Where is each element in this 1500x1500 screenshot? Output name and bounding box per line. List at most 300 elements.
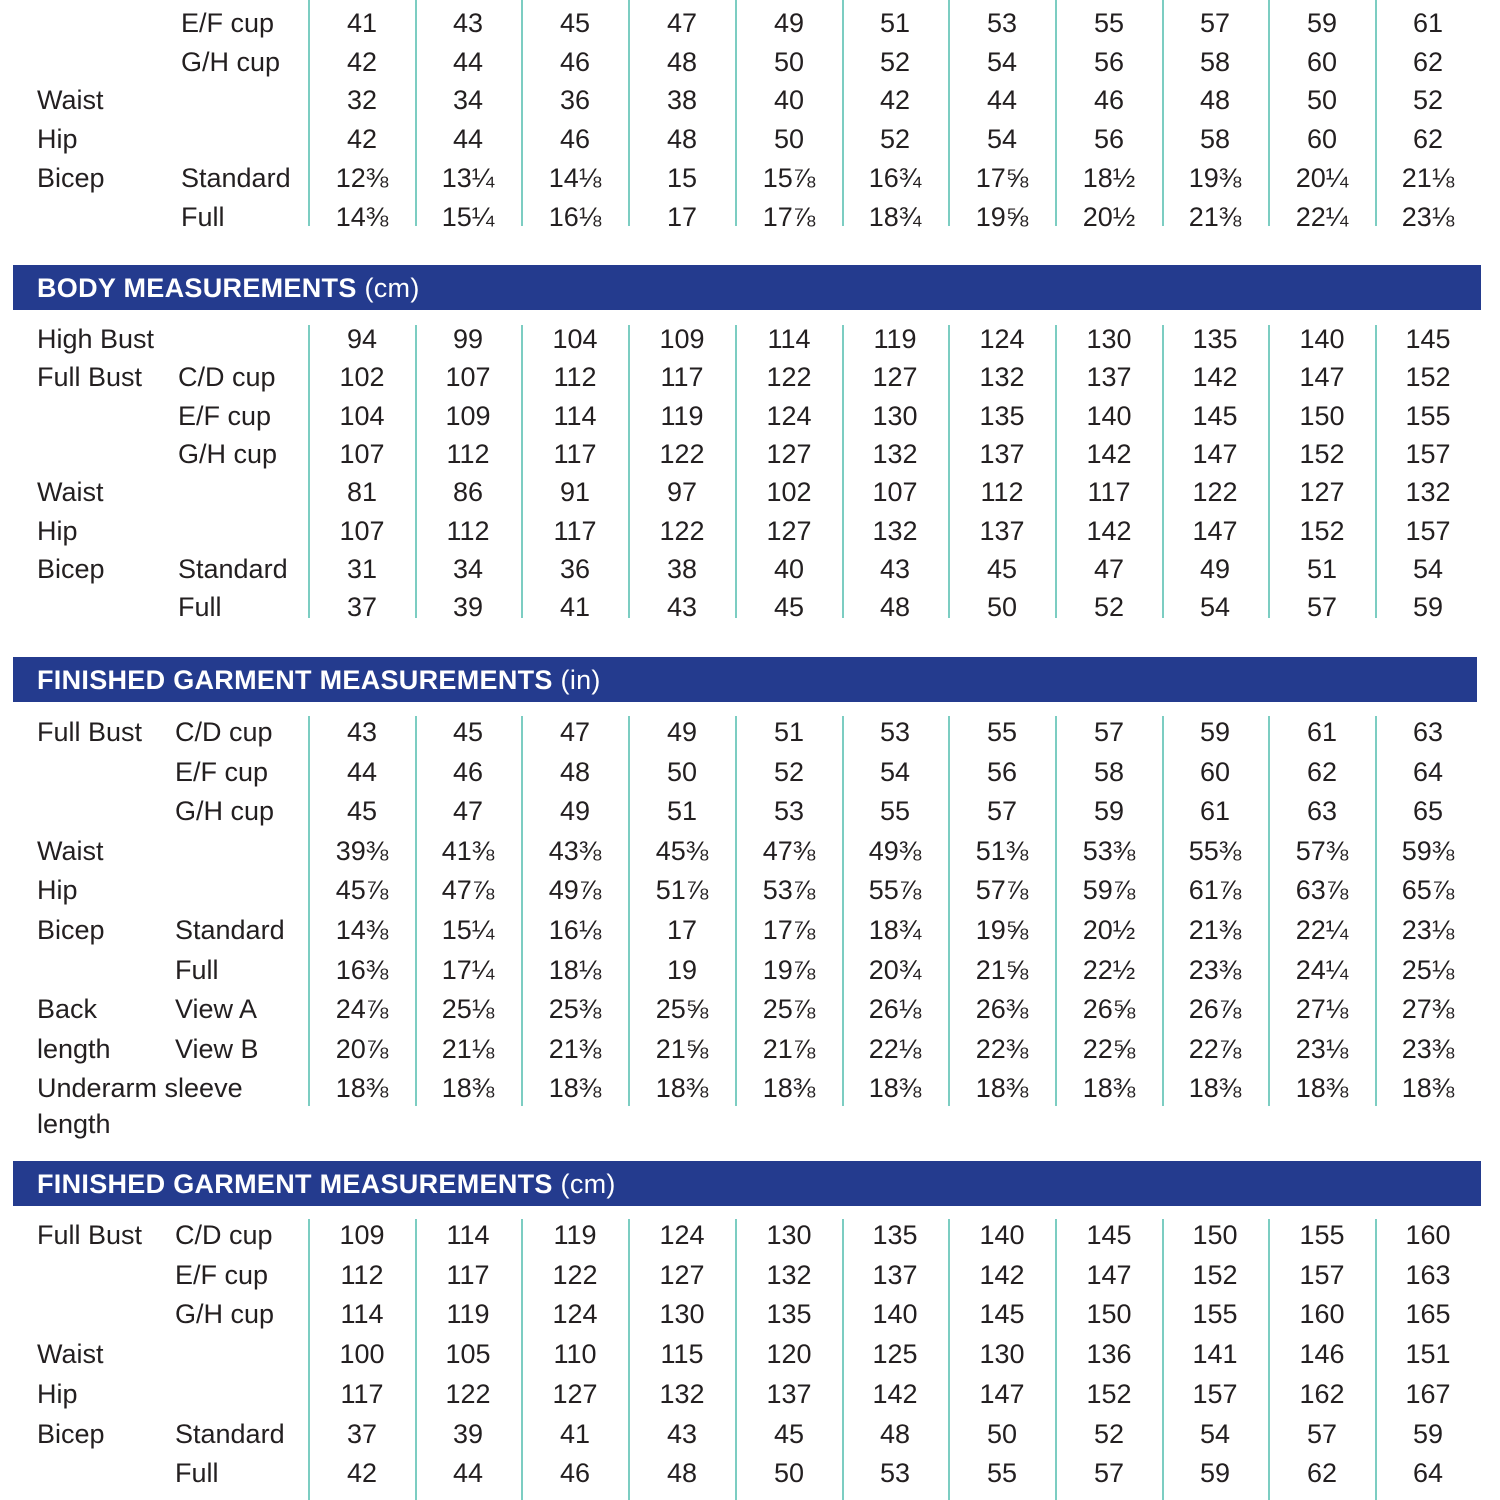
size-value: 39 (452, 1418, 484, 1449)
size-value: 122 (445, 1378, 491, 1409)
size-value: 114 (446, 1220, 490, 1250)
size-value: 54 (1199, 1418, 1231, 1449)
section-title-text: BODY MEASUREMENTS (37, 273, 357, 303)
size-value: 22¼ (1295, 201, 1349, 232)
size-value: 23⅛ (1295, 1033, 1349, 1064)
size-value: 22⅞ (1188, 1033, 1242, 1064)
size-value: 45 (559, 8, 591, 38)
row-sublabel: Standard (175, 915, 285, 945)
size-value: 18½ (1082, 162, 1136, 193)
column-divider (842, 325, 844, 618)
size-value: 142 (1086, 438, 1132, 469)
size-value: 39⅜ (335, 835, 389, 866)
size-value: 57⅜ (1295, 835, 1349, 866)
size-value: 48 (666, 1458, 698, 1489)
size-value: 122 (659, 515, 705, 546)
column-divider (415, 0, 417, 226)
row-sublabel: Standard (175, 1418, 285, 1449)
row-label: Underarm sleeve (37, 1073, 243, 1104)
section-title (37, 1169, 616, 1200)
size-value: 18⅜ (655, 1073, 709, 1104)
row-label-continued: length (37, 1109, 111, 1140)
size-value: 27⅜ (1401, 994, 1455, 1025)
size-value: 45⅜ (655, 835, 709, 866)
size-value: 163 (1405, 1259, 1451, 1290)
column-divider (308, 325, 310, 618)
size-value: 117 (553, 438, 597, 469)
column-divider (308, 1219, 310, 1500)
size-value: 41⅜ (441, 835, 495, 866)
size-value: 48 (666, 46, 698, 77)
size-value: 117 (446, 1259, 490, 1290)
size-value: 59 (1199, 1458, 1231, 1489)
size-value: 25⅛ (441, 994, 495, 1025)
size-value: 135 (872, 1220, 918, 1250)
size-value: 55 (1093, 8, 1125, 38)
size-value: 20⅞ (335, 1033, 389, 1064)
size-value: 157 (1405, 438, 1451, 469)
size-value: 140 (1086, 400, 1132, 431)
size-value: 147 (979, 1378, 1025, 1409)
size-value: 20¾ (868, 954, 922, 985)
size-value: 59⅞ (1082, 875, 1136, 906)
size-value: 152 (1405, 362, 1451, 393)
size-value: 94 (346, 324, 378, 354)
size-value: 137 (1086, 362, 1132, 393)
size-value: 142 (872, 1378, 918, 1409)
size-value: 21⅝ (655, 1033, 709, 1064)
size-value: 21⅛ (1401, 162, 1455, 193)
size-value: 135 (1192, 324, 1238, 354)
size-value: 107 (339, 438, 385, 469)
column-divider (948, 325, 950, 618)
size-value: 132 (872, 438, 918, 469)
size-value: 57 (1306, 592, 1338, 623)
size-value: 145 (1192, 400, 1238, 431)
size-value: 18⅜ (762, 1073, 816, 1104)
column-divider (1162, 716, 1164, 1106)
size-value: 42 (879, 85, 911, 116)
row-label: High Bust (37, 324, 155, 354)
column-divider (415, 1219, 417, 1500)
row-label: Back (37, 994, 98, 1025)
row-sublabel: G/H cup (181, 46, 281, 77)
size-value: 54 (986, 46, 1018, 77)
size-value: 86 (452, 477, 484, 508)
size-value: 40 (773, 85, 805, 116)
size-value: 22⅛ (868, 1033, 922, 1064)
row-sublabel: C/D cup (175, 1220, 273, 1250)
size-value: 102 (766, 477, 812, 508)
size-value: 50 (773, 124, 805, 155)
size-value: 22¼ (1295, 915, 1349, 945)
size-value: 152 (1299, 438, 1345, 469)
size-value: 120 (766, 1339, 812, 1370)
size-value: 124 (766, 400, 812, 431)
size-value: 46 (559, 1458, 591, 1489)
size-value: 162 (1299, 1378, 1345, 1409)
size-value: 19⅜ (1188, 162, 1242, 193)
row-sublabel: Full (181, 201, 225, 232)
size-value: 110 (553, 1339, 597, 1370)
size-value: 24¼ (1295, 954, 1349, 985)
row-label: Full Bust (37, 1220, 143, 1250)
size-value: 122 (552, 1259, 598, 1290)
column-divider (628, 0, 630, 226)
size-value: 21⅜ (548, 1033, 602, 1064)
size-value: 124 (659, 1220, 705, 1250)
size-value: 22⅝ (1082, 1033, 1136, 1064)
column-divider (628, 1219, 630, 1500)
size-value: 25⅛ (1401, 954, 1455, 985)
size-value: 145 (1086, 1220, 1132, 1250)
size-value: 49 (666, 717, 698, 747)
size-value: 63⅞ (1295, 875, 1349, 906)
size-value: 60 (1199, 756, 1231, 787)
size-value: 150 (1299, 400, 1345, 431)
size-value: 140 (872, 1299, 918, 1330)
size-value: 18⅜ (868, 1073, 922, 1104)
size-value: 109 (339, 1220, 385, 1250)
size-value: 26⅝ (1082, 994, 1136, 1025)
row-sublabel: Full (175, 954, 219, 985)
size-value: 44 (452, 46, 484, 77)
size-value: 48 (879, 592, 911, 623)
size-value: 16⅛ (548, 201, 602, 232)
size-value: 25⅝ (655, 994, 709, 1025)
column-divider (735, 716, 737, 1106)
size-value: 22⅜ (975, 1033, 1029, 1064)
size-value: 53⅞ (762, 875, 816, 906)
column-divider (1268, 716, 1270, 1106)
size-value: 150 (1192, 1220, 1238, 1250)
size-value: 99 (452, 324, 484, 354)
size-value: 49 (559, 796, 591, 827)
size-value: 21⅜ (1188, 201, 1242, 232)
size-value: 130 (659, 1299, 705, 1330)
size-value: 54 (879, 756, 911, 787)
size-value: 24⅞ (335, 994, 389, 1025)
column-divider (1055, 1219, 1057, 1500)
column-divider (628, 325, 630, 618)
size-value: 48 (879, 1418, 911, 1449)
size-value: 107 (339, 515, 385, 546)
column-divider (1162, 0, 1164, 226)
size-value: 45⅞ (335, 875, 389, 906)
size-value: 18¾ (868, 201, 922, 232)
size-value: 38 (666, 85, 698, 116)
row-label: Waist (37, 835, 104, 866)
size-value: 49⅜ (868, 835, 922, 866)
size-value: 62 (1306, 756, 1338, 787)
size-value: 145 (979, 1299, 1025, 1330)
size-value: 48 (1199, 85, 1231, 116)
row-label: Bicep (37, 915, 105, 945)
size-value: 46 (1093, 85, 1125, 116)
size-value: 167 (1405, 1378, 1451, 1409)
size-value: 61 (1306, 717, 1338, 747)
size-value: 147 (1086, 1259, 1132, 1290)
column-divider (521, 0, 523, 226)
size-value: 39 (452, 592, 484, 623)
row-label: Hip (37, 1378, 78, 1409)
size-value: 58 (1199, 46, 1231, 77)
size-value: 48 (666, 124, 698, 155)
size-value: 52 (773, 756, 805, 787)
size-value: 20¼ (1295, 162, 1349, 193)
row-label: Bicep (37, 553, 105, 584)
size-value: 135 (766, 1299, 812, 1330)
size-value: 53 (773, 796, 805, 827)
column-divider (1268, 325, 1270, 618)
size-value: 117 (660, 362, 704, 393)
row-label: Full Bust (37, 717, 143, 747)
size-value: 42 (346, 1458, 378, 1489)
size-value: 43 (346, 717, 378, 747)
row-label: Waist (37, 85, 104, 116)
size-value: 21⅝ (975, 954, 1029, 985)
size-value: 97 (666, 477, 698, 508)
size-value: 45 (773, 1418, 805, 1449)
size-value: 59 (1412, 592, 1444, 623)
size-value: 41 (346, 8, 378, 38)
size-value: 17⅝ (975, 162, 1029, 193)
row-sublabel: Standard (181, 162, 291, 193)
row-sublabel: E/F cup (178, 400, 272, 431)
column-divider (735, 325, 737, 618)
size-value: 53⅜ (1082, 835, 1136, 866)
size-value: 23⅛ (1401, 201, 1455, 232)
size-value: 51 (879, 8, 911, 38)
size-value: 17 (666, 915, 698, 945)
size-value: 20½ (1082, 201, 1136, 232)
size-value: 26⅞ (1188, 994, 1242, 1025)
size-value: 53 (879, 1458, 911, 1489)
size-value: 19⅞ (762, 954, 816, 985)
column-divider (1162, 325, 1164, 618)
size-value: 43 (666, 592, 698, 623)
size-value: 57 (1093, 717, 1125, 747)
size-value: 47 (452, 796, 484, 827)
size-value: 13¼ (441, 162, 495, 193)
size-value: 150 (1086, 1299, 1132, 1330)
row-sublabel: E/F cup (181, 8, 275, 38)
size-value: 105 (445, 1339, 491, 1370)
size-value: 25⅞ (762, 994, 816, 1025)
size-value: 50 (666, 756, 698, 787)
size-value: 16⅛ (548, 915, 602, 945)
row-sublabel: G/H cup (175, 796, 275, 827)
size-value: 100 (339, 1339, 385, 1370)
size-value: 132 (979, 362, 1025, 393)
size-value: 117 (1087, 477, 1131, 508)
row-label: Bicep (37, 1418, 105, 1449)
size-value: 132 (659, 1378, 705, 1409)
size-value: 45 (452, 717, 484, 747)
size-value: 112 (446, 438, 490, 469)
size-value: 57 (1306, 1418, 1338, 1449)
size-value: 112 (340, 1259, 384, 1290)
size-value: 49 (773, 8, 805, 38)
column-divider (628, 716, 630, 1106)
size-value: 56 (1093, 124, 1125, 155)
size-value: 15¼ (441, 915, 495, 945)
size-value: 57⅞ (975, 875, 1029, 906)
size-value: 65 (1412, 796, 1444, 827)
size-value: 54 (1412, 553, 1444, 584)
size-value: 52 (1093, 1418, 1125, 1449)
size-value: 127 (552, 1378, 598, 1409)
size-value: 57 (986, 796, 1018, 827)
size-value: 44 (452, 1458, 484, 1489)
size-value: 61 (1412, 8, 1444, 38)
size-value: 142 (1086, 515, 1132, 546)
size-value: 52 (879, 124, 911, 155)
size-value: 52 (1093, 592, 1125, 623)
size-value: 46 (452, 756, 484, 787)
size-value: 152 (1299, 515, 1345, 546)
size-value: 104 (552, 324, 598, 354)
size-value: 109 (659, 324, 705, 354)
size-value: 55⅜ (1188, 835, 1242, 866)
size-value: 147 (1192, 515, 1238, 546)
size-value: 145 (1405, 324, 1451, 354)
size-value: 14⅜ (335, 915, 389, 945)
size-value: 18⅜ (975, 1073, 1029, 1104)
size-value: 18⅜ (548, 1073, 602, 1104)
size-value: 44 (452, 124, 484, 155)
row-sublabel: E/F cup (175, 1259, 269, 1290)
size-value: 46 (559, 124, 591, 155)
size-value: 64 (1412, 1458, 1444, 1489)
section-title (37, 273, 420, 304)
size-value: 124 (552, 1299, 598, 1330)
size-value: 152 (1192, 1259, 1238, 1290)
size-value: 157 (1405, 515, 1451, 546)
size-value: 141 (1192, 1339, 1238, 1370)
section-unit: (cm) (560, 1169, 616, 1199)
size-value: 119 (446, 1299, 490, 1330)
size-value: 152 (1086, 1378, 1132, 1409)
size-value: 63 (1306, 796, 1338, 827)
column-divider (948, 1219, 950, 1500)
size-value: 56 (1093, 46, 1125, 77)
size-value: 132 (872, 515, 918, 546)
size-value: 130 (872, 400, 918, 431)
size-value: 47 (559, 717, 591, 747)
size-value: 44 (346, 756, 378, 787)
size-value: 43 (666, 1418, 698, 1449)
size-value: 147 (1192, 438, 1238, 469)
size-value: 61 (1199, 796, 1231, 827)
row-sublabel: View B (175, 1033, 259, 1064)
size-value: 127 (766, 438, 812, 469)
size-value: 130 (766, 1220, 812, 1250)
size-value: 137 (872, 1259, 918, 1290)
size-value: 127 (659, 1259, 705, 1290)
size-value: 47 (1093, 553, 1125, 584)
row-label: Hip (37, 515, 78, 546)
size-value: 41 (559, 592, 591, 623)
size-value: 45 (773, 592, 805, 623)
size-value: 50 (1306, 85, 1338, 116)
size-value: 112 (980, 477, 1024, 508)
column-divider (842, 0, 844, 226)
size-value: 27⅛ (1295, 994, 1349, 1025)
size-value: 18⅜ (335, 1073, 389, 1104)
size-value: 65⅞ (1401, 875, 1455, 906)
row-sublabel: C/D cup (178, 362, 276, 393)
size-value: 48 (559, 756, 591, 787)
size-value: 59 (1093, 796, 1125, 827)
size-value: 14⅜ (335, 201, 389, 232)
size-value: 36 (559, 85, 591, 116)
size-value: 12⅜ (335, 162, 389, 193)
size-value: 107 (872, 477, 918, 508)
size-value: 15¼ (441, 201, 495, 232)
column-divider (521, 1219, 523, 1500)
size-value: 140 (1299, 324, 1345, 354)
size-value: 51 (1306, 553, 1338, 584)
column-divider (1162, 1219, 1164, 1500)
size-value: 50 (986, 592, 1018, 623)
size-value: 18⅜ (441, 1073, 495, 1104)
size-value: 165 (1405, 1299, 1451, 1330)
size-value: 42 (346, 124, 378, 155)
size-value: 18⅜ (1082, 1073, 1136, 1104)
size-value: 18⅜ (1295, 1073, 1349, 1104)
size-value: 53 (879, 717, 911, 747)
size-value: 62 (1412, 124, 1444, 155)
size-value: 142 (979, 1259, 1025, 1290)
size-value: 109 (445, 400, 491, 431)
column-divider (415, 325, 417, 618)
size-value: 19 (666, 954, 698, 985)
column-divider (842, 716, 844, 1106)
row-label: Waist (37, 1339, 104, 1370)
size-value: 47⅞ (441, 875, 495, 906)
size-value: 132 (1405, 477, 1451, 508)
size-value: 127 (872, 362, 918, 393)
size-value: 55 (986, 1458, 1018, 1489)
column-divider (948, 0, 950, 226)
size-value: 147 (1299, 362, 1345, 393)
size-value: 64 (1412, 756, 1444, 787)
size-value: 59⅜ (1401, 835, 1455, 866)
row-sublabel: G/H cup (175, 1299, 275, 1330)
size-value: 136 (1086, 1339, 1132, 1370)
size-value: 19⅝ (975, 915, 1029, 945)
column-divider (521, 325, 523, 618)
size-value: 17¼ (441, 954, 495, 985)
size-value: 61⅞ (1188, 875, 1242, 906)
size-value: 119 (553, 1220, 597, 1250)
size-value: 18⅛ (548, 954, 602, 985)
size-value: 18¾ (868, 915, 922, 945)
size-value: 130 (979, 1339, 1025, 1370)
size-value: 117 (340, 1378, 384, 1409)
column-divider (1055, 325, 1057, 618)
size-value: 117 (553, 515, 597, 546)
size-value: 46 (559, 46, 591, 77)
size-value: 122 (659, 438, 705, 469)
size-value: 56 (986, 756, 1018, 787)
size-value: 31 (346, 553, 378, 584)
size-value: 114 (767, 324, 811, 354)
size-value: 41 (559, 1418, 591, 1449)
size-value: 55 (879, 796, 911, 827)
size-value: 19⅝ (975, 201, 1029, 232)
